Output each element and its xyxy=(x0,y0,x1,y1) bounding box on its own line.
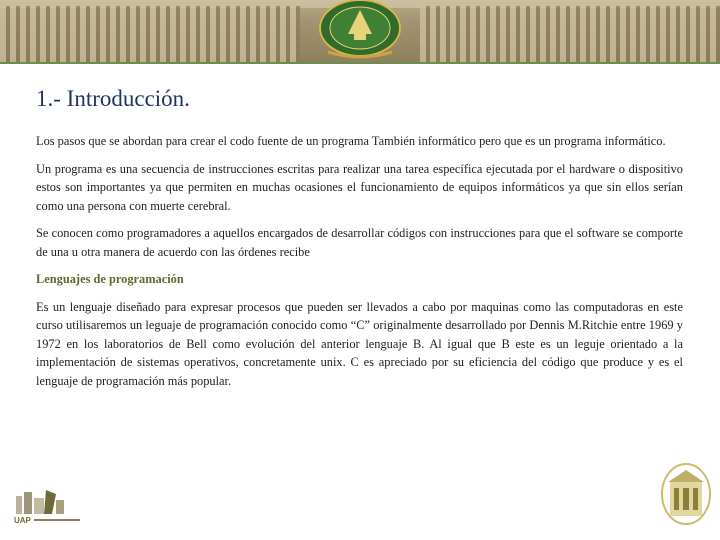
paragraph-intro: Los pasos que se abordan para crear el codo fuente de un programa También informático pero que es un programa informático. xyxy=(36,134,666,148)
banner-divider xyxy=(0,62,720,64)
university-crest-icon xyxy=(318,0,402,62)
header-banner xyxy=(0,0,720,62)
paragraph-program-definition: Un programa es una secuencia de instrucciones escritas para realizar una tarea específica ejecutada por el hardware o dispositivo estos son importantes ya que permiten en muchas ocasiones el funcionamiento de equipos informáticos ya que sin ellos serían como una persona con muerte cerebral. xyxy=(36,161,683,213)
university-seal-icon xyxy=(660,462,712,526)
slide-content xyxy=(36,132,683,399)
subheading-languages: Lenguajes de programación xyxy=(36,272,184,286)
banner-building-right xyxy=(420,6,720,62)
uap-logo-text: UAP xyxy=(14,516,31,525)
banner-building-left xyxy=(0,6,300,62)
slide-title: 1.- Introducción. xyxy=(36,86,190,111)
uap-logo-icon xyxy=(12,486,82,526)
paragraph-programmers: Se conocen como programadores a aquellos encargados de desarrollar códigos con instrucciones para que el software se comporte de una u otra manera de acuerdo con las órdenes recibe xyxy=(36,226,683,259)
paragraph-language-c: Es un lenguaje diseñado para expresar procesos que pueden ser llevados a cabo por maquinas como las computadoras en este curso utilisaremos un leguaje de programación conocido como “C” originalmente desarrollado por Dennis M.Ritchie entre 1969 y 1972 en los laboratorios de Bell como evolución del anterior lenguaje B. Al igual que B este es un leguje orientado a la implementación de sistemas operativos, concretamente unix. C es apreciado por su eficiencia del código que produce y es el lenguaje de programación más popular. xyxy=(36,299,683,388)
